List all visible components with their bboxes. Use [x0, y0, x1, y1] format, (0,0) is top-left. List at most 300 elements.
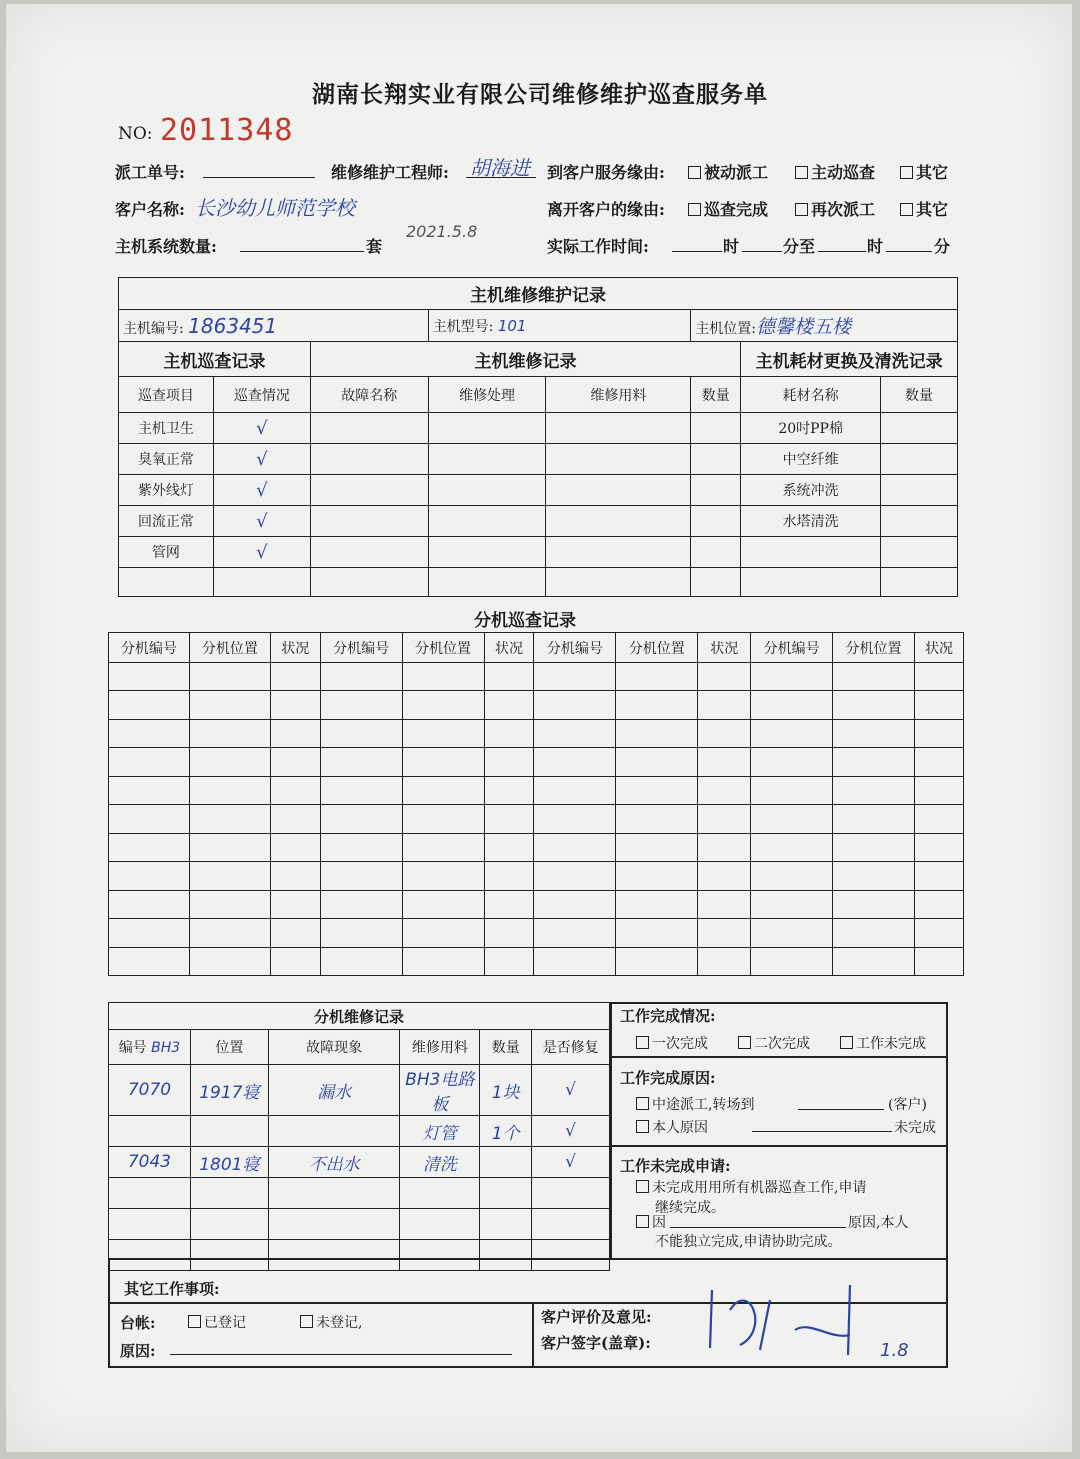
cell[interactable]	[428, 444, 546, 475]
col-repair-action: 维修处理	[428, 377, 546, 413]
cell[interactable]	[881, 568, 958, 597]
branch-cell[interactable]	[109, 776, 190, 805]
branch-cell[interactable]	[751, 890, 833, 919]
branch-col-header: 分机编号	[320, 633, 402, 663]
leave-option-redispatch[interactable]: 再次派工	[795, 197, 875, 220]
branch-cell[interactable]	[484, 805, 534, 834]
branch-cell[interactable]	[616, 919, 698, 948]
cell[interactable]	[428, 568, 546, 597]
checkbox-icon	[636, 1120, 649, 1133]
branch-cell[interactable]	[109, 862, 190, 891]
branch-cell[interactable]	[402, 776, 484, 805]
branch-col-header: 分机位置	[402, 633, 484, 663]
cell[interactable]	[428, 506, 546, 537]
branch-col-header: 状况	[484, 633, 534, 663]
branch-cell[interactable]	[698, 691, 751, 720]
repair-cell-fixed[interactable]: √	[532, 1065, 610, 1116]
cell[interactable]	[428, 537, 546, 568]
inspect-item: 主机卫生	[119, 413, 214, 444]
repair-cell-issue[interactable]	[268, 1240, 400, 1271]
cell[interactable]	[310, 413, 428, 444]
branch-cell[interactable]	[751, 833, 833, 862]
checkbox-icon	[738, 1036, 751, 1049]
consumable-title: 主机耗材更换及清洗记录	[741, 342, 958, 377]
arrive-option-active[interactable]: 主动巡查	[795, 160, 875, 183]
branch-cell[interactable]	[534, 663, 616, 691]
branch-cell[interactable]	[914, 748, 963, 777]
assist-reason-suffix: 原因,本人	[848, 1215, 909, 1231]
table-row	[109, 691, 964, 720]
branch-repair-table	[108, 1002, 610, 1271]
repair-cell-no[interactable]	[109, 1178, 191, 1209]
branch-cell[interactable]	[109, 947, 190, 976]
branch-cell[interactable]	[109, 691, 190, 720]
branch-cell[interactable]	[698, 947, 751, 976]
branch-cell[interactable]	[270, 691, 320, 720]
cell[interactable]	[881, 444, 958, 475]
repair-cell-qty[interactable]	[480, 1147, 532, 1178]
branch-cell[interactable]	[320, 805, 402, 834]
branch-cell[interactable]	[833, 663, 915, 691]
branch-cell[interactable]	[109, 663, 190, 691]
branch-col-header: 分机编号	[751, 633, 833, 663]
repair-cell-qty[interactable]	[480, 1178, 532, 1209]
ledger-reason-field[interactable]	[170, 1337, 512, 1355]
reason-option-self[interactable]: 本人原因	[636, 1117, 708, 1137]
branch-repair-title: 分机维修记录	[109, 1003, 610, 1030]
branch-cell[interactable]	[833, 748, 915, 777]
checkbox-icon	[300, 1315, 313, 1328]
repair-cell-no[interactable]	[109, 1209, 191, 1240]
ledger-option-unregistered[interactable]: 未登记,	[300, 1312, 362, 1332]
consumable-name: 中空纤维	[741, 444, 881, 475]
dispatch-field[interactable]	[203, 160, 315, 178]
branch-cell[interactable]	[534, 919, 616, 948]
repair-cell-qty[interactable]: 1个	[480, 1116, 532, 1147]
branch-cell[interactable]	[698, 833, 751, 862]
branch-cell[interactable]	[484, 890, 534, 919]
start-minute-field[interactable]	[742, 234, 782, 252]
branch-cell[interactable]	[914, 833, 963, 862]
branch-cell[interactable]	[698, 776, 751, 805]
table-row	[119, 568, 958, 597]
cell[interactable]	[546, 537, 691, 568]
branch-cell[interactable]	[270, 663, 320, 691]
branch-cell[interactable]	[914, 919, 963, 948]
cell[interactable]	[691, 413, 741, 444]
table-row	[109, 719, 964, 748]
branch-cell[interactable]	[833, 776, 915, 805]
branch-cell[interactable]	[270, 776, 320, 805]
branch-cell[interactable]	[534, 719, 616, 748]
inspect-check[interactable]	[213, 568, 310, 597]
host-no-cell[interactable]	[119, 310, 429, 342]
cell[interactable]	[881, 413, 958, 444]
customer-name: 长沙幼儿师范学校	[195, 196, 355, 220]
branch-cell[interactable]	[484, 947, 534, 976]
inspect-item	[119, 568, 214, 597]
col-repair-no: 编号 BH3	[109, 1030, 191, 1065]
branch-cell[interactable]	[320, 691, 402, 720]
leave-option-other[interactable]: 其它	[900, 197, 948, 220]
branch-cell[interactable]	[189, 919, 270, 948]
end-minute-field[interactable]	[886, 234, 932, 252]
branch-cell[interactable]	[833, 919, 915, 948]
hour-unit: 时	[723, 237, 740, 256]
branch-cell[interactable]	[320, 890, 402, 919]
feedback-label: 客户评价及意见:	[541, 1308, 652, 1326]
cell[interactable]	[310, 506, 428, 537]
inspect-check[interactable]: √	[213, 475, 310, 506]
branch-cell[interactable]	[320, 947, 402, 976]
divider	[946, 1258, 948, 1367]
branch-cell[interactable]	[751, 663, 833, 691]
branch-cell[interactable]	[402, 691, 484, 720]
branch-cell[interactable]	[189, 663, 270, 691]
branch-cell[interactable]	[534, 862, 616, 891]
branch-cell[interactable]	[534, 691, 616, 720]
branch-cell[interactable]	[914, 691, 963, 720]
branch-cell[interactable]	[189, 691, 270, 720]
checkbox-icon	[795, 203, 808, 216]
branch-inspect-title: 分机巡查记录	[474, 611, 576, 631]
repair-cell-loc[interactable]: 1917寝	[190, 1065, 268, 1116]
branch-cell[interactable]	[616, 663, 698, 691]
repair-cell-issue[interactable]: 漏水	[268, 1065, 400, 1116]
reason-option-transfer[interactable]: 中途派工,转场到	[636, 1094, 754, 1114]
inspect-check[interactable]: √	[213, 444, 310, 475]
branch-cell[interactable]	[534, 805, 616, 834]
table-row	[109, 862, 964, 891]
table-row	[109, 1209, 610, 1240]
end-hour-field[interactable]	[818, 234, 866, 252]
branch-cell[interactable]	[833, 833, 915, 862]
minute-to-unit: 分至	[783, 237, 816, 256]
cell[interactable]	[428, 413, 546, 444]
branch-cell[interactable]	[189, 776, 270, 805]
host-model-cell[interactable]	[428, 310, 691, 342]
branch-cell[interactable]	[484, 919, 534, 948]
branch-cell[interactable]	[402, 890, 484, 919]
branch-cell[interactable]	[698, 919, 751, 948]
arrive-option-passive[interactable]: 被动派工	[688, 160, 768, 183]
host-location-cell[interactable]	[691, 310, 958, 342]
repair-cell-material[interactable]	[400, 1209, 480, 1240]
branch-cell[interactable]	[484, 776, 534, 805]
repair-cell-qty[interactable]	[480, 1240, 532, 1271]
inspect-check[interactable]: √	[213, 506, 310, 537]
branch-cell[interactable]	[484, 691, 534, 720]
table-row	[109, 776, 964, 805]
cell[interactable]	[428, 475, 546, 506]
col-repair-issue: 故障现象	[268, 1030, 400, 1065]
cell[interactable]	[881, 537, 958, 568]
repair-cell-issue[interactable]	[268, 1209, 400, 1240]
col-fault-name: 故障名称	[310, 377, 428, 413]
transfer-customer-field[interactable]	[798, 1092, 884, 1110]
repair-cell-loc[interactable]: 1801寝	[190, 1147, 268, 1178]
divider	[946, 1002, 948, 1258]
branch-cell[interactable]	[270, 890, 320, 919]
completion-status-title: 工作完成情况:	[620, 1007, 716, 1025]
branch-cell[interactable]	[109, 719, 190, 748]
repair-cell-issue[interactable]	[268, 1178, 400, 1209]
checkbox-icon	[840, 1036, 853, 1049]
branch-cell[interactable]	[751, 776, 833, 805]
inspect-check[interactable]: √	[213, 413, 310, 444]
cell[interactable]	[546, 413, 691, 444]
branch-cell[interactable]	[833, 691, 915, 720]
branch-cell[interactable]	[189, 947, 270, 976]
col-consumable-name: 耗材名称	[741, 377, 881, 413]
branch-cell[interactable]	[751, 748, 833, 777]
branch-cell[interactable]	[189, 805, 270, 834]
branch-cell[interactable]	[833, 862, 915, 891]
branch-cell[interactable]	[109, 919, 190, 948]
branch-cell[interactable]	[698, 890, 751, 919]
branch-col-header: 分机位置	[616, 633, 698, 663]
branch-inspect-header	[109, 633, 964, 663]
branch-cell[interactable]	[616, 833, 698, 862]
repair-cell-loc[interactable]	[190, 1178, 268, 1209]
branch-cell[interactable]	[109, 805, 190, 834]
cell[interactable]	[546, 506, 691, 537]
branch-cell[interactable]	[914, 776, 963, 805]
repair-cell-fixed[interactable]	[532, 1178, 610, 1209]
repair-cell-fixed[interactable]	[532, 1240, 610, 1271]
branch-cell[interactable]	[402, 833, 484, 862]
self-reason-field[interactable]	[752, 1114, 892, 1132]
status-option-unfinished[interactable]: 工作未完成	[840, 1033, 926, 1053]
branch-cell[interactable]	[402, 919, 484, 948]
repair-cell-material[interactable]: 清洗	[400, 1147, 480, 1178]
branch-cell[interactable]	[914, 663, 963, 691]
branch-cell[interactable]	[914, 805, 963, 834]
branch-cell[interactable]	[914, 947, 963, 976]
branch-cell[interactable]	[402, 719, 484, 748]
consumable-name: 20吋PP棉	[741, 413, 881, 444]
repair-cell-no[interactable]: 7043	[109, 1147, 191, 1178]
arrive-option-other[interactable]: 其它	[900, 160, 948, 183]
host-record-table	[118, 277, 958, 597]
branch-cell[interactable]	[189, 890, 270, 919]
repair-cell-loc[interactable]	[190, 1209, 268, 1240]
branch-cell[interactable]	[751, 947, 833, 976]
branch-cell[interactable]	[109, 748, 190, 777]
branch-cell[interactable]	[484, 862, 534, 891]
apply-option-assist[interactable]: 因	[636, 1212, 666, 1232]
table-row	[119, 413, 958, 444]
cell[interactable]	[546, 568, 691, 597]
cell[interactable]	[310, 537, 428, 568]
branch-cell[interactable]	[270, 862, 320, 891]
repair-cell-loc[interactable]	[190, 1240, 268, 1271]
repair-cell-issue[interactable]: 不出水	[268, 1147, 400, 1178]
branch-cell[interactable]	[320, 663, 402, 691]
branch-cell[interactable]	[189, 862, 270, 891]
cell[interactable]	[310, 475, 428, 506]
branch-cell[interactable]	[616, 862, 698, 891]
branch-cell[interactable]	[189, 748, 270, 777]
engineer-label: 维修维护工程师:	[331, 163, 449, 182]
apply-title: 工作未完成申请:	[620, 1157, 731, 1175]
branch-cell[interactable]	[751, 919, 833, 948]
branch-cell[interactable]	[320, 719, 402, 748]
branch-cell[interactable]	[402, 748, 484, 777]
branch-col-header: 分机位置	[833, 633, 915, 663]
inspect-check[interactable]: √	[213, 537, 310, 568]
branch-cell[interactable]	[833, 947, 915, 976]
repair-cell-no[interactable]	[109, 1116, 191, 1147]
transfer-customer-suffix: (客户)	[888, 1097, 927, 1113]
branch-cell[interactable]	[534, 890, 616, 919]
table-row	[109, 890, 964, 919]
host-no-value: 1863451	[188, 313, 278, 338]
apply-continue-text: 继续完成。	[655, 1200, 725, 1216]
signature-label: 客户签字(盖章):	[541, 1334, 651, 1352]
branch-cell[interactable]	[616, 890, 698, 919]
apply-option-continue[interactable]: 未完成用用所有机器巡查工作,申请	[636, 1177, 866, 1197]
branch-cell[interactable]	[534, 776, 616, 805]
checkbox-icon	[795, 166, 808, 179]
branch-cell[interactable]	[616, 776, 698, 805]
branch-cell[interactable]	[270, 919, 320, 948]
repair-cell-issue[interactable]	[268, 1116, 400, 1147]
handwritten-date: 2021.5.8	[406, 222, 478, 241]
branch-cell[interactable]	[320, 776, 402, 805]
branch-cell[interactable]	[484, 748, 534, 777]
branch-cell[interactable]	[484, 663, 534, 691]
branch-cell[interactable]	[320, 748, 402, 777]
repair-cell-material[interactable]	[400, 1240, 480, 1271]
branch-cell[interactable]	[751, 805, 833, 834]
consumable-name	[741, 537, 881, 568]
branch-cell[interactable]	[616, 748, 698, 777]
branch-cell[interactable]	[484, 833, 534, 862]
start-hour-field[interactable]	[672, 234, 722, 252]
status-option-second[interactable]: 二次完成	[738, 1033, 810, 1053]
branch-cell[interactable]	[698, 748, 751, 777]
branch-cell[interactable]	[751, 691, 833, 720]
repair-cell-qty[interactable]: 1块	[480, 1065, 532, 1116]
branch-cell[interactable]	[270, 719, 320, 748]
branch-cell[interactable]	[189, 833, 270, 862]
status-option-first[interactable]: 一次完成	[636, 1033, 708, 1053]
cell[interactable]	[691, 444, 741, 475]
branch-cell[interactable]	[698, 805, 751, 834]
repair-cell-material[interactable]: BH3电路板	[400, 1065, 480, 1116]
cell[interactable]	[881, 475, 958, 506]
branch-cell[interactable]	[534, 748, 616, 777]
branch-cell[interactable]	[616, 805, 698, 834]
table-row	[109, 1116, 610, 1147]
branch-cell[interactable]	[751, 862, 833, 891]
cell[interactable]	[881, 506, 958, 537]
branch-cell[interactable]	[534, 833, 616, 862]
table-row	[109, 805, 964, 834]
branch-cell[interactable]	[698, 862, 751, 891]
table-row	[109, 1065, 610, 1116]
table-row	[119, 444, 958, 475]
branch-cell[interactable]	[914, 890, 963, 919]
divider	[108, 1258, 110, 1367]
branch-cell[interactable]	[698, 719, 751, 748]
repair-cell-qty[interactable]	[480, 1209, 532, 1240]
repair-cell-material[interactable]	[400, 1178, 480, 1209]
handwritten-col-note: BH3	[151, 1040, 181, 1056]
table-row	[119, 537, 958, 568]
branch-cell[interactable]	[270, 748, 320, 777]
repair-cell-fixed[interactable]: √	[532, 1116, 610, 1147]
assist-reason-field[interactable]	[670, 1210, 846, 1228]
repair-cell-no[interactable]: 7070	[109, 1065, 191, 1116]
branch-cell[interactable]	[914, 719, 963, 748]
repair-cell-no[interactable]	[109, 1240, 191, 1271]
branch-cell[interactable]	[109, 833, 190, 862]
repair-cell-loc[interactable]	[190, 1116, 268, 1147]
branch-cell[interactable]	[616, 691, 698, 720]
cell[interactable]	[546, 475, 691, 506]
repair-cell-fixed[interactable]: √	[532, 1147, 610, 1178]
cell[interactable]	[691, 537, 741, 568]
branch-cell[interactable]	[914, 862, 963, 891]
branch-cell[interactable]	[833, 890, 915, 919]
table-row	[109, 1147, 610, 1178]
branch-cell[interactable]	[833, 719, 915, 748]
branch-cell[interactable]	[402, 805, 484, 834]
branch-cell[interactable]	[320, 833, 402, 862]
branch-cell[interactable]	[320, 862, 402, 891]
branch-cell[interactable]	[402, 663, 484, 691]
cell[interactable]	[691, 475, 741, 506]
col-repair-fixed: 是否修复	[532, 1030, 610, 1065]
cell[interactable]	[310, 444, 428, 475]
branch-cell[interactable]	[270, 947, 320, 976]
branch-cell[interactable]	[751, 719, 833, 748]
branch-cell[interactable]	[534, 947, 616, 976]
repair-cell-fixed[interactable]	[532, 1209, 610, 1240]
branch-cell[interactable]	[616, 719, 698, 748]
cell[interactable]	[546, 444, 691, 475]
form-title: 湖南长翔实业有限公司维修维护巡查服务单	[312, 81, 768, 108]
checkbox-icon	[688, 166, 701, 179]
ledger-option-registered[interactable]: 已登记	[188, 1312, 246, 1332]
branch-cell[interactable]	[109, 890, 190, 919]
branch-cell[interactable]	[833, 805, 915, 834]
cell[interactable]	[691, 506, 741, 537]
table-row	[119, 506, 958, 537]
branch-cell[interactable]	[616, 947, 698, 976]
branch-cell[interactable]	[698, 663, 751, 691]
branch-cell[interactable]	[484, 719, 534, 748]
repair-cell-material[interactable]: 灯管	[400, 1116, 480, 1147]
col-inspect-item: 巡查项目	[119, 377, 214, 413]
signature-date: 1.8	[880, 1340, 909, 1361]
branch-cell[interactable]	[270, 805, 320, 834]
host-count-field[interactable]	[240, 234, 364, 252]
branch-cell[interactable]	[189, 719, 270, 748]
cell[interactable]	[691, 568, 741, 597]
branch-cell[interactable]	[402, 862, 484, 891]
checkbox-icon	[636, 1097, 649, 1110]
cell[interactable]	[310, 568, 428, 597]
branch-cell[interactable]	[402, 947, 484, 976]
leave-option-done[interactable]: 巡查完成	[688, 197, 768, 220]
branch-cell[interactable]	[270, 833, 320, 862]
checkbox-icon	[900, 203, 913, 216]
table-row	[109, 919, 964, 948]
branch-cell[interactable]	[320, 919, 402, 948]
